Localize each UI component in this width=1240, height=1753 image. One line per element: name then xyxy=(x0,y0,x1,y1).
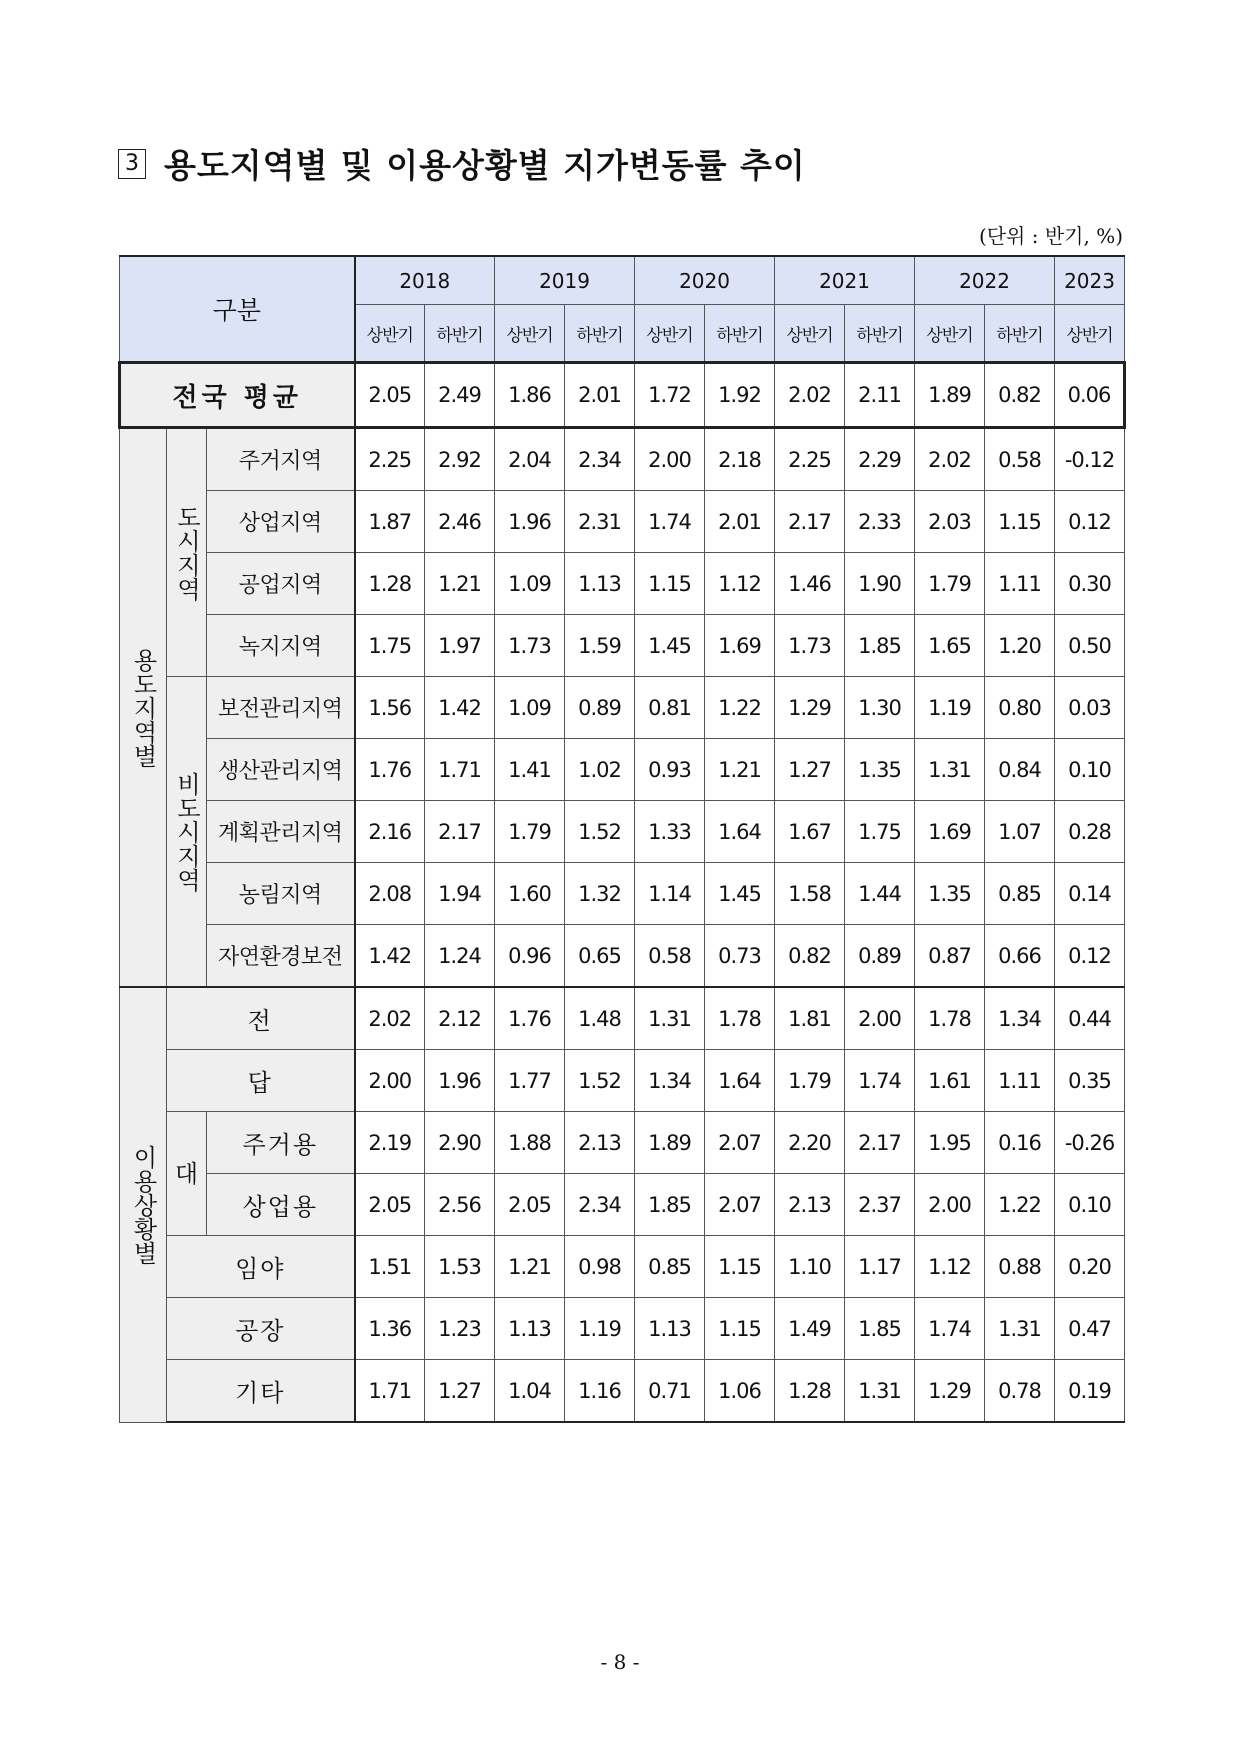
table-row xyxy=(120,801,1125,863)
value-cell: 1.76 xyxy=(495,987,565,1050)
value-cell: 2.34 xyxy=(565,428,635,491)
value-cell: 1.81 xyxy=(775,987,845,1050)
value-cell: 1.41 xyxy=(495,739,565,801)
table-row xyxy=(120,739,1125,801)
value-cell: 2.31 xyxy=(565,491,635,553)
half-header: 하반기 xyxy=(425,305,495,363)
value-cell: 1.64 xyxy=(705,801,775,863)
value-cell: 2.20 xyxy=(775,1112,845,1174)
value-cell: 2.05 xyxy=(495,1174,565,1236)
value-cell: 1.52 xyxy=(565,801,635,863)
value-cell: 1.31 xyxy=(635,987,705,1050)
value-cell: 2.00 xyxy=(915,1174,985,1236)
value-cell: 1.09 xyxy=(495,553,565,615)
value-cell: 1.07 xyxy=(985,801,1055,863)
value-cell: 1.17 xyxy=(845,1236,915,1298)
table-row xyxy=(120,925,1125,988)
value-cell: 0.98 xyxy=(565,1236,635,1298)
value-cell: 1.35 xyxy=(915,863,985,925)
table-row xyxy=(120,428,1125,491)
value-cell: 1.92 xyxy=(705,363,775,428)
value-cell: 1.74 xyxy=(635,491,705,553)
value-cell: 1.22 xyxy=(705,677,775,739)
value-cell: 0.50 xyxy=(1055,615,1125,677)
year-header: 2018 xyxy=(355,256,495,305)
value-cell: 1.13 xyxy=(635,1298,705,1360)
row-label: 계획관리지역 xyxy=(207,801,355,863)
value-cell: 1.72 xyxy=(635,363,705,428)
value-cell: 1.09 xyxy=(495,677,565,739)
value-cell: 0.58 xyxy=(635,925,705,988)
value-cell: 1.75 xyxy=(845,801,915,863)
value-cell: 1.42 xyxy=(425,677,495,739)
value-cell: 1.04 xyxy=(495,1360,565,1423)
value-cell: 1.86 xyxy=(495,363,565,428)
value-cell: 1.78 xyxy=(705,987,775,1050)
row-label: 전 xyxy=(167,987,355,1050)
table-row xyxy=(120,1174,1125,1236)
value-cell: 2.00 xyxy=(635,428,705,491)
row-label: 상업지역 xyxy=(207,491,355,553)
value-cell: 2.04 xyxy=(495,428,565,491)
value-cell: 0.10 xyxy=(1055,1174,1125,1236)
row-label: 답 xyxy=(167,1050,355,1112)
value-cell: 1.31 xyxy=(915,739,985,801)
value-cell: 1.30 xyxy=(845,677,915,739)
value-cell: 1.21 xyxy=(495,1236,565,1298)
row-label: 전국 평균 xyxy=(120,363,355,428)
value-cell: 1.45 xyxy=(705,863,775,925)
value-cell: 1.78 xyxy=(915,987,985,1050)
value-cell: 1.13 xyxy=(565,553,635,615)
value-cell: 1.12 xyxy=(705,553,775,615)
value-cell: 1.12 xyxy=(915,1236,985,1298)
row-label: 자연환경보전 xyxy=(207,925,355,988)
value-cell: 1.65 xyxy=(915,615,985,677)
value-cell: 1.27 xyxy=(775,739,845,801)
value-cell: 0.82 xyxy=(775,925,845,988)
value-cell: 1.06 xyxy=(705,1360,775,1423)
half-header: 하반기 xyxy=(845,305,915,363)
value-cell: 1.23 xyxy=(425,1298,495,1360)
value-cell: 1.31 xyxy=(985,1298,1055,1360)
value-cell: 2.33 xyxy=(845,491,915,553)
value-cell: 2.16 xyxy=(355,801,425,863)
table-row xyxy=(120,491,1125,553)
row-label: 녹지지역 xyxy=(207,615,355,677)
value-cell: 1.31 xyxy=(845,1360,915,1423)
value-cell: 2.12 xyxy=(425,987,495,1050)
half-header: 상반기 xyxy=(635,305,705,363)
value-cell: 0.93 xyxy=(635,739,705,801)
value-cell: 0.12 xyxy=(1055,491,1125,553)
value-cell: 1.64 xyxy=(705,1050,775,1112)
value-cell: 1.28 xyxy=(355,553,425,615)
value-cell: 1.79 xyxy=(495,801,565,863)
table-row xyxy=(120,1360,1125,1423)
value-cell: 2.05 xyxy=(355,363,425,428)
value-cell: 1.96 xyxy=(495,491,565,553)
value-cell: -0.26 xyxy=(1055,1112,1125,1174)
value-cell: 2.00 xyxy=(845,987,915,1050)
table-row xyxy=(120,863,1125,925)
value-cell: 0.81 xyxy=(635,677,705,739)
value-cell: 0.78 xyxy=(985,1360,1055,1423)
half-header: 상반기 xyxy=(495,305,565,363)
value-cell: 1.89 xyxy=(915,363,985,428)
value-cell: 1.21 xyxy=(705,739,775,801)
section-number-box: 3 xyxy=(118,149,146,179)
value-cell: 2.02 xyxy=(915,428,985,491)
section-title: 용도지역별 및 이용상황별 지가변동률 추이 xyxy=(164,146,806,185)
value-cell: 1.19 xyxy=(915,677,985,739)
value-cell: 1.59 xyxy=(565,615,635,677)
value-cell: 1.22 xyxy=(985,1174,1055,1236)
value-cell: 0.80 xyxy=(985,677,1055,739)
value-cell: 1.27 xyxy=(425,1360,495,1423)
group-label-zone: 용도지역별 xyxy=(120,428,167,988)
value-cell: 0.16 xyxy=(985,1112,1055,1174)
value-cell: 0.96 xyxy=(495,925,565,988)
value-cell: 2.03 xyxy=(915,491,985,553)
value-cell: 1.20 xyxy=(985,615,1055,677)
row-label: 공장 xyxy=(167,1298,355,1360)
national-average-row xyxy=(120,363,1125,428)
value-cell: 0.10 xyxy=(1055,739,1125,801)
value-cell: 1.56 xyxy=(355,677,425,739)
value-cell: 0.73 xyxy=(705,925,775,988)
value-cell: 0.28 xyxy=(1055,801,1125,863)
subgroup-label-dae: 대 xyxy=(167,1112,207,1236)
value-cell: 1.36 xyxy=(355,1298,425,1360)
value-cell: 1.85 xyxy=(635,1174,705,1236)
value-cell: 2.07 xyxy=(705,1112,775,1174)
value-cell: 1.90 xyxy=(845,553,915,615)
value-cell: 1.46 xyxy=(775,553,845,615)
value-cell: 1.69 xyxy=(705,615,775,677)
value-cell: 1.42 xyxy=(355,925,425,988)
value-cell: 2.37 xyxy=(845,1174,915,1236)
value-cell: 2.17 xyxy=(775,491,845,553)
value-cell: 0.89 xyxy=(845,925,915,988)
value-cell: 2.17 xyxy=(425,801,495,863)
value-cell: 2.92 xyxy=(425,428,495,491)
value-cell: 0.82 xyxy=(985,363,1055,428)
row-label: 상업용 xyxy=(207,1174,355,1236)
value-cell: 2.56 xyxy=(425,1174,495,1236)
value-cell: 0.71 xyxy=(635,1360,705,1423)
value-cell: 1.24 xyxy=(425,925,495,988)
table-row xyxy=(120,615,1125,677)
value-cell: 1.69 xyxy=(915,801,985,863)
value-cell: 1.87 xyxy=(355,491,425,553)
value-cell: 1.77 xyxy=(495,1050,565,1112)
value-cell: 0.20 xyxy=(1055,1236,1125,1298)
value-cell: 0.06 xyxy=(1055,363,1125,428)
value-cell: 2.18 xyxy=(705,428,775,491)
corner-label: 구분 xyxy=(120,256,355,363)
row-label: 주거용 xyxy=(207,1112,355,1174)
value-cell: 0.85 xyxy=(635,1236,705,1298)
unit-note: (단위 : 반기, %) xyxy=(978,224,1123,248)
value-cell: 0.44 xyxy=(1055,987,1125,1050)
half-header: 상반기 xyxy=(355,305,425,363)
value-cell: 1.51 xyxy=(355,1236,425,1298)
value-cell: 1.29 xyxy=(775,677,845,739)
value-cell: 1.75 xyxy=(355,615,425,677)
value-cell: 1.94 xyxy=(425,863,495,925)
value-cell: 0.19 xyxy=(1055,1360,1125,1423)
year-header: 2021 xyxy=(775,256,915,305)
value-cell: 2.07 xyxy=(705,1174,775,1236)
table-row xyxy=(120,677,1125,739)
value-cell: 2.02 xyxy=(355,987,425,1050)
year-header: 2020 xyxy=(635,256,775,305)
half-header: 하반기 xyxy=(985,305,1055,363)
value-cell: 1.33 xyxy=(635,801,705,863)
value-cell: 1.28 xyxy=(775,1360,845,1423)
row-label: 농림지역 xyxy=(207,863,355,925)
value-cell: 2.17 xyxy=(845,1112,915,1174)
value-cell: 0.30 xyxy=(1055,553,1125,615)
value-cell: 1.32 xyxy=(565,863,635,925)
value-cell: 2.13 xyxy=(775,1174,845,1236)
table-row xyxy=(120,1050,1125,1112)
year-header: 2019 xyxy=(495,256,635,305)
value-cell: 1.73 xyxy=(495,615,565,677)
value-cell: 0.84 xyxy=(985,739,1055,801)
table-row xyxy=(120,553,1125,615)
table-row xyxy=(120,1236,1125,1298)
value-cell: 2.05 xyxy=(355,1174,425,1236)
value-cell: 1.21 xyxy=(425,553,495,615)
value-cell: 0.47 xyxy=(1055,1298,1125,1360)
value-cell: 1.67 xyxy=(775,801,845,863)
value-cell: 1.89 xyxy=(635,1112,705,1174)
value-cell: 0.66 xyxy=(985,925,1055,988)
value-cell: 1.61 xyxy=(915,1050,985,1112)
value-cell: 1.97 xyxy=(425,615,495,677)
value-cell: 0.85 xyxy=(985,863,1055,925)
value-cell: 2.00 xyxy=(355,1050,425,1112)
value-cell: 2.29 xyxy=(845,428,915,491)
value-cell: 0.58 xyxy=(985,428,1055,491)
value-cell: 1.15 xyxy=(635,553,705,615)
row-label: 생산관리지역 xyxy=(207,739,355,801)
value-cell: 1.52 xyxy=(565,1050,635,1112)
value-cell: 1.11 xyxy=(985,553,1055,615)
value-cell: 1.15 xyxy=(705,1236,775,1298)
page-number: - 8 - xyxy=(600,1650,640,1674)
table-row xyxy=(120,1112,1125,1174)
value-cell: 2.90 xyxy=(425,1112,495,1174)
value-cell: 2.01 xyxy=(565,363,635,428)
value-cell: 1.14 xyxy=(635,863,705,925)
value-cell: 1.44 xyxy=(845,863,915,925)
half-header: 하반기 xyxy=(705,305,775,363)
value-cell: 1.96 xyxy=(425,1050,495,1112)
table-row xyxy=(120,987,1125,1050)
value-cell: 1.95 xyxy=(915,1112,985,1174)
value-cell: 1.45 xyxy=(635,615,705,677)
value-cell: 1.85 xyxy=(845,615,915,677)
value-cell: 1.53 xyxy=(425,1236,495,1298)
value-cell: 0.88 xyxy=(985,1236,1055,1298)
year-header: 2023 xyxy=(1055,256,1125,305)
row-label: 주거지역 xyxy=(207,428,355,491)
value-cell: 1.49 xyxy=(775,1298,845,1360)
value-cell: 2.08 xyxy=(355,863,425,925)
value-cell: 1.15 xyxy=(705,1298,775,1360)
group-label-use: 이용상황별 xyxy=(120,987,167,1422)
value-cell: 2.46 xyxy=(425,491,495,553)
value-cell: 1.71 xyxy=(355,1360,425,1423)
value-cell: 1.11 xyxy=(985,1050,1055,1112)
year-header: 2022 xyxy=(915,256,1055,305)
value-cell: 0.14 xyxy=(1055,863,1125,925)
value-cell: 0.35 xyxy=(1055,1050,1125,1112)
value-cell: 2.02 xyxy=(775,363,845,428)
value-cell: 2.25 xyxy=(775,428,845,491)
row-label: 임야 xyxy=(167,1236,355,1298)
section-heading xyxy=(118,140,806,187)
row-label: 공업지역 xyxy=(207,553,355,615)
value-cell: 1.19 xyxy=(565,1298,635,1360)
header-row-years xyxy=(120,256,1125,305)
value-cell: 1.73 xyxy=(775,615,845,677)
value-cell: 1.71 xyxy=(425,739,495,801)
value-cell: 1.74 xyxy=(915,1298,985,1360)
half-header: 상반기 xyxy=(775,305,845,363)
half-header: 상반기 xyxy=(1055,305,1125,363)
value-cell: 1.15 xyxy=(985,491,1055,553)
row-label: 기타 xyxy=(167,1360,355,1423)
value-cell: 1.58 xyxy=(775,863,845,925)
value-cell: 1.79 xyxy=(915,553,985,615)
value-cell: 1.79 xyxy=(775,1050,845,1112)
table-row xyxy=(120,1298,1125,1360)
value-cell: 2.11 xyxy=(845,363,915,428)
half-header: 하반기 xyxy=(565,305,635,363)
value-cell: 1.48 xyxy=(565,987,635,1050)
value-cell: 1.34 xyxy=(985,987,1055,1050)
value-cell: 1.60 xyxy=(495,863,565,925)
value-cell: 2.25 xyxy=(355,428,425,491)
value-cell: 0.03 xyxy=(1055,677,1125,739)
value-cell: 1.35 xyxy=(845,739,915,801)
value-cell: 1.13 xyxy=(495,1298,565,1360)
value-cell: 1.76 xyxy=(355,739,425,801)
value-cell: 1.16 xyxy=(565,1360,635,1423)
land-price-change-table xyxy=(118,255,1126,1423)
value-cell: 0.65 xyxy=(565,925,635,988)
half-header: 상반기 xyxy=(915,305,985,363)
value-cell: 1.85 xyxy=(845,1298,915,1360)
row-label: 보전관리지역 xyxy=(207,677,355,739)
value-cell: 0.87 xyxy=(915,925,985,988)
value-cell: -0.12 xyxy=(1055,428,1125,491)
value-cell: 2.13 xyxy=(565,1112,635,1174)
value-cell: 2.01 xyxy=(705,491,775,553)
value-cell: 1.88 xyxy=(495,1112,565,1174)
subgroup-label-urban: 도시지역 xyxy=(167,428,207,677)
subgroup-label-nonurban: 비도시지역 xyxy=(167,677,207,988)
value-cell: 1.34 xyxy=(635,1050,705,1112)
value-cell: 1.29 xyxy=(915,1360,985,1423)
value-cell: 1.74 xyxy=(845,1050,915,1112)
value-cell: 0.89 xyxy=(565,677,635,739)
value-cell: 2.34 xyxy=(565,1174,635,1236)
value-cell: 2.49 xyxy=(425,363,495,428)
value-cell: 2.19 xyxy=(355,1112,425,1174)
value-cell: 0.12 xyxy=(1055,925,1125,988)
value-cell: 1.10 xyxy=(775,1236,845,1298)
value-cell: 1.02 xyxy=(565,739,635,801)
